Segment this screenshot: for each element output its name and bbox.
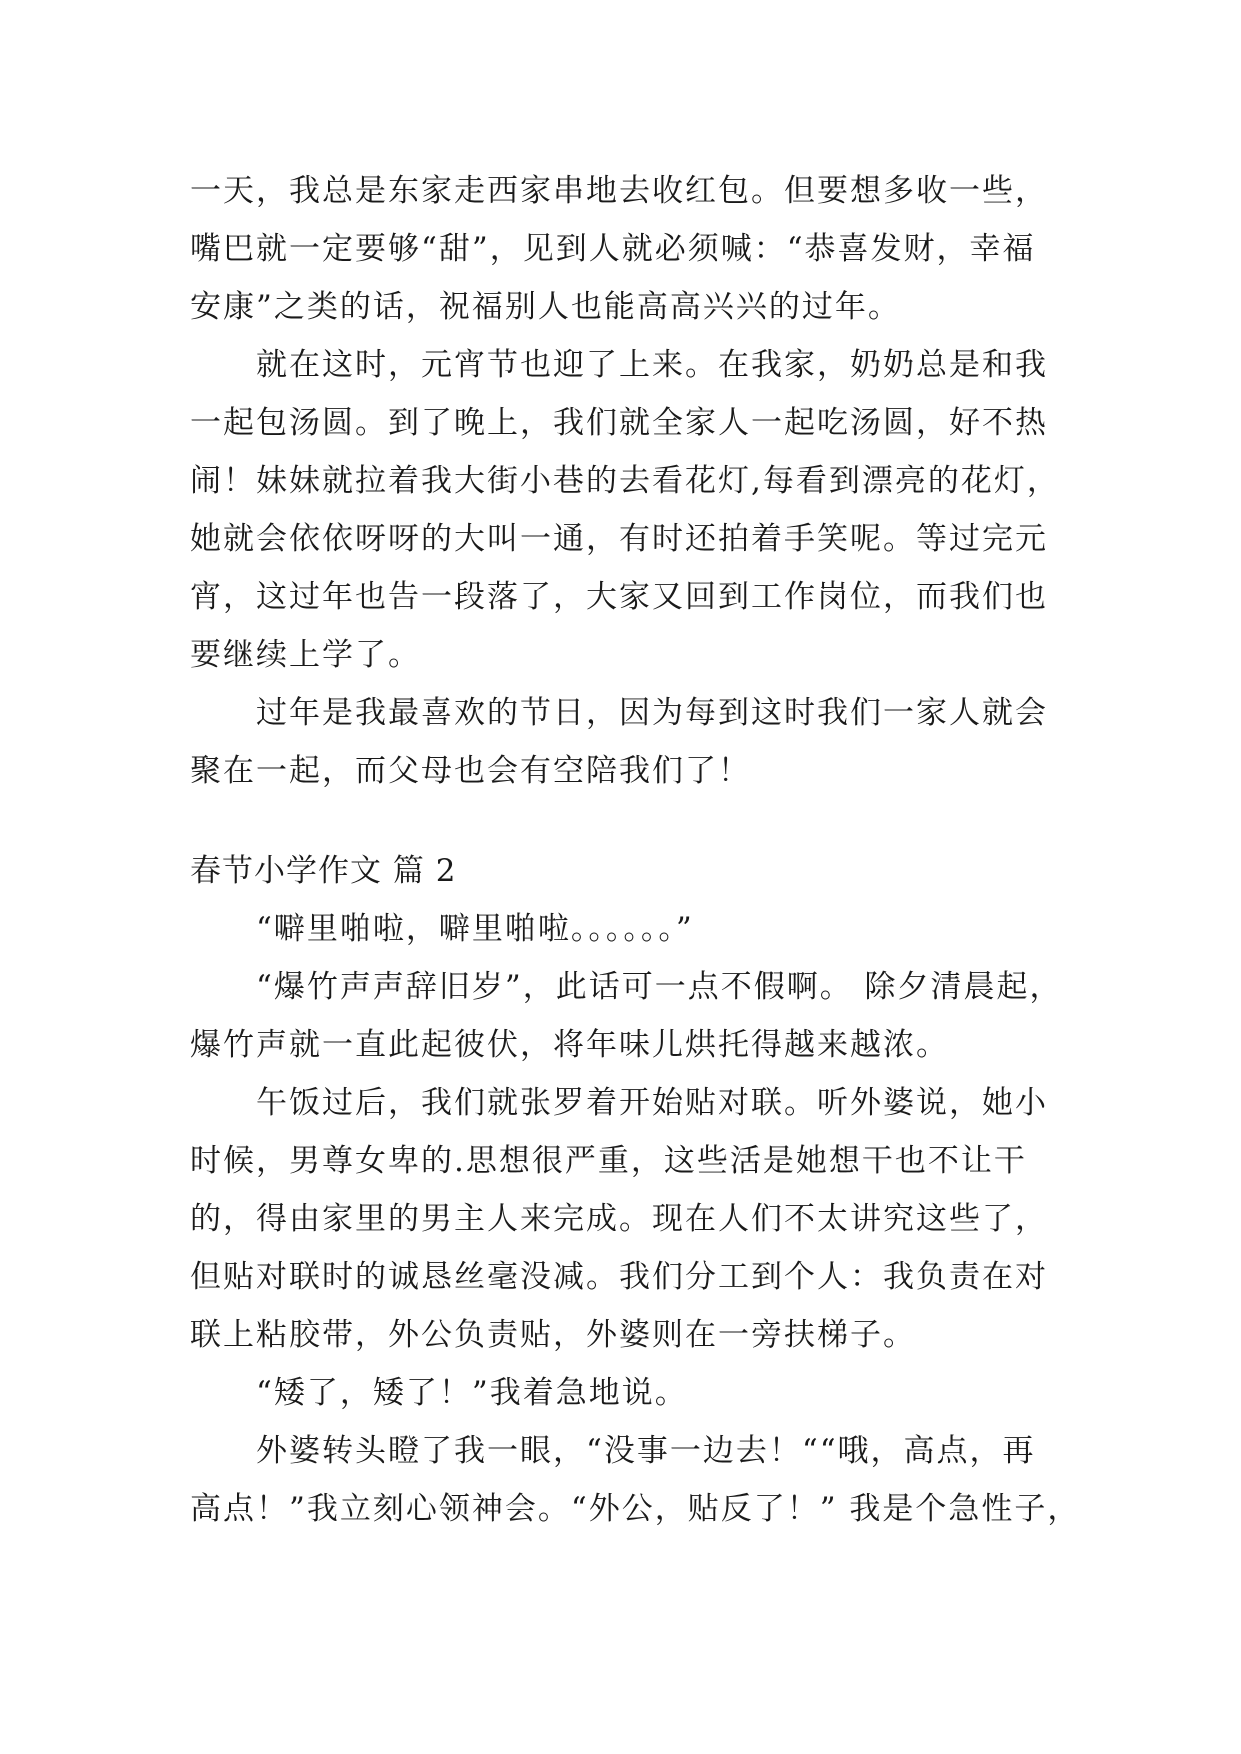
text-line: 要继续上学了。	[190, 637, 421, 673]
text-line: 她就会依依呀呀的大叫一通，有时还拍着手笑呢。等过完元	[190, 521, 1048, 557]
paragraph-6	[190, 1074, 1060, 1364]
text-line: 聚在一起，而父母也会有空陪我们了！	[190, 753, 751, 789]
text-line: 的，得由家里的男主人来完成。现在人们不太讲究这些了，	[190, 1201, 1048, 1237]
text-line: 联上粘胶带，外公负责贴，外婆则在一旁扶梯子。	[190, 1317, 916, 1353]
text-line: 一天，我总是东家走西家串地去收红包。但要想多收一些，	[190, 173, 1048, 209]
text-line: 宵，这过年也告一段落了，大家又回到工作岗位，而我们也	[190, 579, 1048, 615]
text-line: 时候，男尊女卑的.思想很严重，这些活是她想干也不让干	[190, 1143, 1027, 1179]
text-line: 爆竹声就一直此起彼伏，将年味儿烘托得越来越浓。	[190, 1027, 949, 1063]
text-line: 过年是我最喜欢的节日，因为每到这时我们一家人就会	[256, 695, 1048, 731]
paragraph-8	[190, 1422, 1081, 1538]
text-line: 嘴巴就一定要够“甜”，见到人就必须喊：“恭喜发财，幸福	[190, 231, 1036, 267]
text-line: “爆竹声声辞旧岁”，此话可一点不假啊。 除夕清晨起，	[256, 969, 1063, 1005]
text-line: 安康”之类的话，祝福别人也能高高兴兴的过年。	[190, 289, 901, 325]
text-line: 一起包汤圆。到了晚上，我们就全家人一起吃汤圆，好不热	[190, 405, 1048, 441]
text-line: 高点！”我立刻心领神会。“外公，贴反了！” 我是个急性子，	[190, 1491, 1081, 1527]
text-line: 闹！妹妹就拉着我大街小巷的去看花灯,每看到漂亮的花灯，	[190, 463, 1060, 499]
paragraph-7	[190, 1364, 1060, 1422]
text-line: 午饭过后，我们就张罗着开始贴对联。听外婆说，她小	[256, 1085, 1048, 1121]
text-line: 就在这时，元宵节也迎了上来。在我家，奶奶总是和我	[256, 347, 1048, 383]
paragraph-3	[190, 684, 1060, 800]
text-line: 外婆转头瞪了我一眼，“没事一边去！““哦，高点，再	[256, 1433, 1036, 1469]
document-page	[190, 162, 1081, 1538]
paragraph-1	[190, 162, 1060, 336]
text-line: “矮了，矮了！”我着急地说。	[256, 1375, 688, 1411]
paragraph-4	[190, 900, 1060, 958]
paragraph-2	[190, 336, 1060, 684]
section-title: 春节小学作文 篇 2	[190, 853, 457, 889]
paragraph-5	[190, 958, 1063, 1074]
text-line: 但贴对联时的诚恳丝毫没减。我们分工到个人：我负责在对	[190, 1259, 1048, 1295]
text-line: “噼里啪啦，噼里啪啦。。。。。。”	[256, 911, 694, 947]
